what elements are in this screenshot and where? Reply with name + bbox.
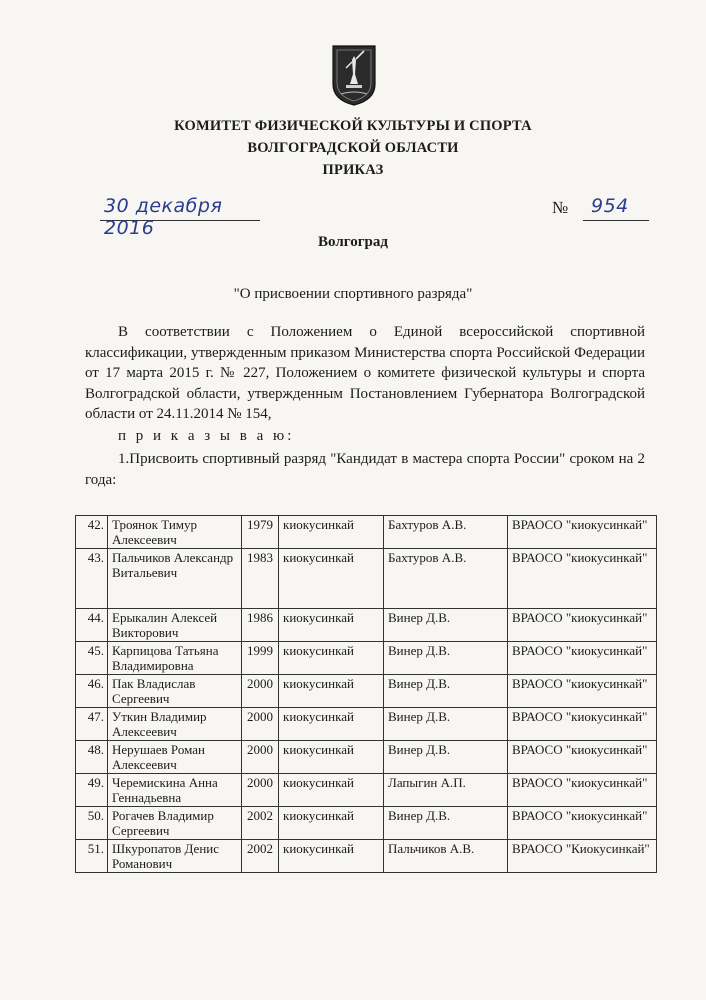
trainer: Винер Д.В. [384, 642, 508, 675]
committee-title: КОМИТЕТ ФИЗИЧЕСКОЙ КУЛЬТУРЫ И СПОРТА [174, 118, 532, 134]
athlete-name: Троянок Тимур Алексеевич [108, 516, 242, 549]
sport: киокусинкай [279, 840, 384, 873]
row-number: 43. [76, 549, 108, 609]
athlete-name: Нерушаев Роман Алексеевич [108, 741, 242, 774]
birth-year: 2002 [242, 807, 279, 840]
row-number: 45. [76, 642, 108, 675]
trainer: Винер Д.В. [384, 807, 508, 840]
sport: киокусинкай [279, 774, 384, 807]
athlete-name: Пак Владислав Сергеевич [108, 675, 242, 708]
birth-year: 1983 [242, 549, 279, 609]
document-type: ПРИКАЗ [322, 162, 384, 178]
sport: киокусинкай [279, 807, 384, 840]
trainer: Винер Д.В. [384, 741, 508, 774]
order-item-1: 1.Присвоить спортивный разряд "Кандидат в мастера спорта России" сроком на 2 года: [85, 451, 645, 488]
row-number: 49. [76, 774, 108, 807]
organization: ВРАОСО "киокусинкай" [508, 516, 657, 549]
organization: ВРАОСО "киокусинкай" [508, 807, 657, 840]
organization: ВРАОСО "киокусинкай" [508, 675, 657, 708]
sport: киокусинкай [279, 741, 384, 774]
athlete-name: Ерыкалин Алексей Викторович [108, 609, 242, 642]
table-row [76, 741, 657, 774]
sport: киокусинкай [279, 642, 384, 675]
birth-year: 2002 [242, 840, 279, 873]
athlete-name: Пальчиков Александр Витальевич [108, 549, 242, 609]
row-number: 47. [76, 708, 108, 741]
trainer: Винер Д.В. [384, 675, 508, 708]
birth-year: 1999 [242, 642, 279, 675]
athlete-name: Черемискина Анна Геннадьевна [108, 774, 242, 807]
trainer: Пальчиков А.В. [384, 840, 508, 873]
trainer: Винер Д.В. [384, 609, 508, 642]
athlete-name: Карпицова Татьяна Владимировна [108, 642, 242, 675]
birth-year: 1986 [242, 609, 279, 642]
handwritten-number: 954 [591, 195, 629, 217]
row-number: 51. [76, 840, 108, 873]
athlete-name: Рогачев Владимир Сергеевич [108, 807, 242, 840]
number-label: № [552, 198, 569, 217]
coat-of-arms-icon [331, 44, 377, 106]
table-row [76, 807, 657, 840]
order-word: п р и к а з ы в а ю: [118, 428, 295, 444]
table-row [76, 516, 657, 549]
city: Волгоград [318, 234, 388, 250]
trainer: Бахтуров А.В. [384, 516, 508, 549]
region-title: ВОЛГОГРАДСКОЙ ОБЛАСТИ [247, 140, 459, 156]
trainer: Бахтуров А.В. [384, 549, 508, 609]
row-number: 48. [76, 741, 108, 774]
birth-year: 2000 [242, 675, 279, 708]
organization: ВРАОСО "киокусинкай" [508, 708, 657, 741]
table-row [76, 840, 657, 873]
trainer: Лапыгин А.П. [384, 774, 508, 807]
sport: киокусинкай [279, 549, 384, 609]
date-field [100, 195, 260, 239]
birth-year: 2000 [242, 774, 279, 807]
handwritten-date: 30 декабря 2016 [104, 195, 223, 239]
organization: ВРАОСО "киокусинкай" [508, 774, 657, 807]
organization: ВРАОСО "киокусинкай" [508, 609, 657, 642]
athlete-name: Уткин Владимир Алексеевич [108, 708, 242, 741]
organization: ВРАОСО "киокусинкай" [508, 642, 657, 675]
row-number: 50. [76, 807, 108, 840]
athlete-name: Шкуропатов Денис Романович [108, 840, 242, 873]
table-row [76, 609, 657, 642]
birth-year: 1979 [242, 516, 279, 549]
sport: киокусинкай [279, 708, 384, 741]
sport: киокусинкай [279, 516, 384, 549]
row-number: 44. [76, 609, 108, 642]
number-field [583, 196, 649, 221]
row-number: 46. [76, 675, 108, 708]
table-row [76, 642, 657, 675]
row-number: 42. [76, 516, 108, 549]
preamble-paragraph: В соответствии с Положением о Единой всероссийской спортивной классификации, утвержденным приказом Министерства спорта Российской Федерации от 17 марта 2015 г. № 227, Положением о комитете физической культуры и спорта Волгоградской области, утвержденным Постановлением Губернатора Волгоградской области от 24.11.2014 № 154, [85, 324, 645, 422]
organization: ВРАОСО "киокусинкай" [508, 741, 657, 774]
sport: киокусинкай [279, 609, 384, 642]
order-subject: "О присвоении спортивного разряда" [233, 286, 473, 302]
table-row [76, 708, 657, 741]
table-row [76, 549, 657, 609]
birth-year: 2000 [242, 741, 279, 774]
athletes-table [75, 515, 657, 873]
trainer: Винер Д.В. [384, 708, 508, 741]
table-row [76, 774, 657, 807]
table-row [76, 675, 657, 708]
organization: ВРАОСО "киокусинкай" [508, 549, 657, 609]
sport: киокусинкай [279, 675, 384, 708]
birth-year: 2000 [242, 708, 279, 741]
organization: ВРАОСО "Киокусинкай" [508, 840, 657, 873]
